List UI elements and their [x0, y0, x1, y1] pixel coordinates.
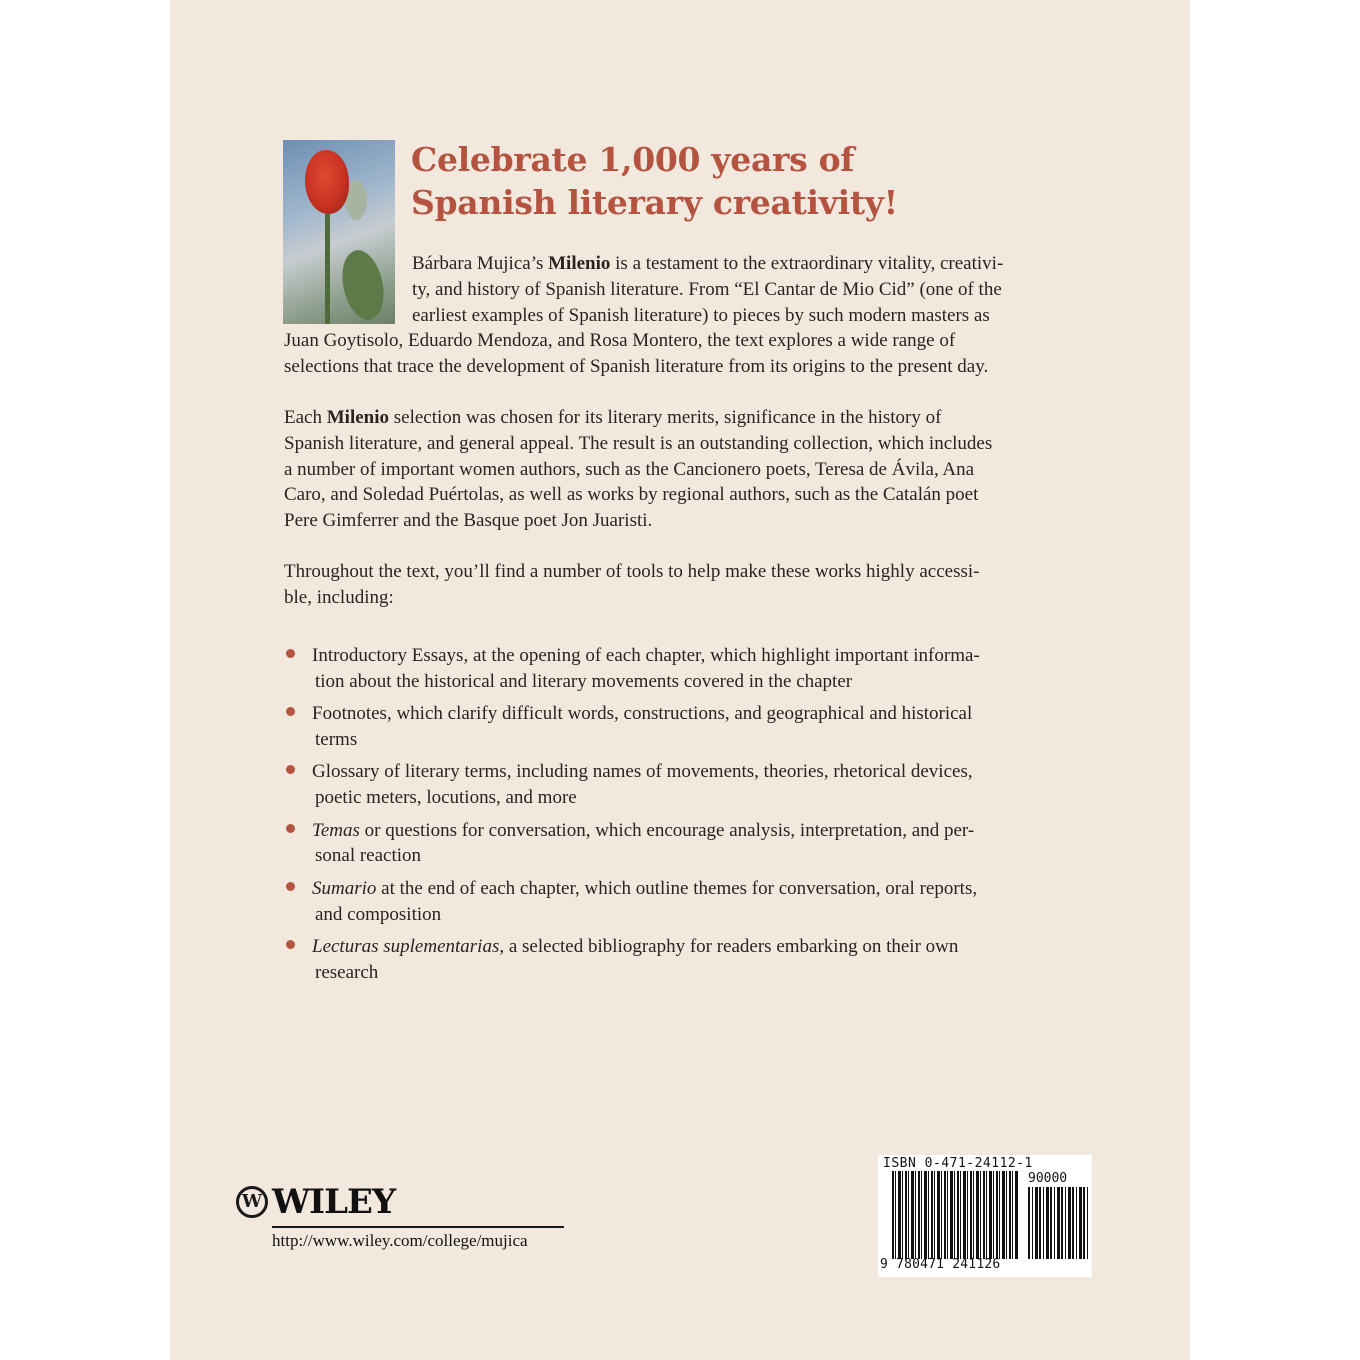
- intro-line-1a: Bárbara Mujica’s: [412, 253, 549, 274]
- logo-divider: [272, 1226, 564, 1228]
- list-item-line-1: [312, 759, 1074, 785]
- list-item-line-1: [312, 876, 1074, 902]
- list-item: [284, 934, 1074, 986]
- list-item-line-2: sonal reaction: [315, 845, 422, 867]
- selection-line-1: [284, 405, 1074, 431]
- intro-line-5: selections that trace the development of Spanish literature from its origins to the present day.: [284, 356, 989, 378]
- wiley-seal-letter: W: [241, 1191, 263, 1212]
- tools-line-2: ble, including:: [284, 586, 394, 608]
- headline: [411, 138, 898, 224]
- list-item-line-1: [312, 934, 1074, 960]
- selection-line-3: a number of important women authors, such as the Cancionero poets, Teresa de Ávila, Ana: [284, 458, 975, 480]
- intro-line-1: [284, 251, 1074, 277]
- list-item: [284, 643, 1074, 695]
- list-item: [284, 701, 1074, 753]
- selection-line-4: Caro, and Soledad Puértolas, as well as works by regional authors, such as the Catalán poet: [284, 484, 979, 506]
- wiley-logo: [236, 1183, 395, 1221]
- bullet-icon: [286, 882, 295, 891]
- selection-line-1c: selection was chosen for its literary merits, significance in the history of: [389, 407, 942, 428]
- list-item: [284, 818, 1074, 870]
- publisher-url: http://www.wiley.com/college/mujica: [272, 1231, 528, 1250]
- selection-paragraph: [284, 405, 1074, 534]
- list-item-text: or questions for conversation, which encourage analysis, interpretation, and per-: [359, 819, 975, 841]
- list-item: [284, 759, 1074, 811]
- selection-line-5: Pere Gimferrer and the Basque poet Jon Juaristi.: [284, 510, 653, 532]
- list-item-line-2: and composition: [315, 903, 442, 925]
- isbn-text: ISBN 0-471-24112-1: [883, 1156, 1033, 1171]
- tools-line-1: Throughout the text, you’ll find a number of tools to help make these works highly accessi-: [284, 561, 980, 582]
- selection-line-1a: Each: [284, 407, 327, 428]
- barcode-bars: [892, 1171, 1018, 1259]
- tools-paragraph: [284, 559, 1074, 611]
- list-item-text: at the end of each chapter, which outline themes for conversation, oral reports,: [376, 877, 978, 899]
- wiley-seal-icon: [236, 1186, 268, 1218]
- rose-flower-shape: [305, 150, 349, 214]
- list-item-line-1: [312, 643, 1074, 669]
- list-item-text: , a selected bibliography for readers embarking on their own: [499, 935, 959, 957]
- list-item-emphasis: Sumario: [312, 877, 377, 899]
- feature-list: [284, 643, 1074, 992]
- bullet-icon: [286, 707, 295, 716]
- list-item-line-2: poetic meters, locutions, and more: [315, 787, 577, 809]
- bullet-icon: [286, 649, 295, 658]
- intro-line-4: Juan Goytisolo, Eduardo Mendoza, and Rosa Montero, the text explores a wide range of: [284, 330, 956, 352]
- intro-paragraph: [284, 251, 1074, 380]
- selection-line-2: Spanish literature, and general appeal. The result is an outstanding collection, which includes: [284, 432, 993, 454]
- list-item-line-1: [312, 701, 1074, 727]
- list-item-text: Introductory Essays, at the opening of each chapter, which highlight important informa-: [312, 645, 980, 666]
- list-item-text: Glossary of literary terms, including names of movements, theories, rhetorical devices,: [312, 761, 973, 783]
- intro-line-1c: is a testament to the extraordinary vitality, creativi-: [610, 253, 1004, 274]
- milenio-title-2: Milenio: [326, 407, 390, 428]
- list-item-line-2: tion about the historical and literary movements covered in the chapter: [315, 670, 853, 692]
- list-item-emphasis: Lecturas suplementarias: [312, 935, 500, 957]
- publisher-name: WILEY: [272, 1182, 396, 1222]
- list-item: [284, 876, 1074, 928]
- list-item-emphasis: Temas: [312, 819, 360, 841]
- bullet-icon: [286, 765, 295, 774]
- list-item-text: Footnotes, which clarify difficult words, constructions, and geographical and historical: [312, 703, 973, 725]
- addon-barcode-bars: [1028, 1187, 1088, 1259]
- price-code: 90000: [1028, 1171, 1068, 1186]
- intro-line-2: ty, and history of Spanish literature. From “El Cantar de Mio Cid” (one of the: [412, 278, 1002, 300]
- headline-line-2: Spanish literary creativity!: [411, 183, 898, 222]
- barcode-digits: 9 780471 241126: [880, 1257, 1001, 1272]
- headline-line-1: Celebrate 1,000 years of: [411, 140, 855, 179]
- list-item-line-2: terms: [315, 728, 358, 750]
- bullet-icon: [286, 824, 295, 833]
- intro-line-3: earliest examples of Spanish literature) to pieces by such modern masters as: [412, 304, 990, 326]
- list-item-line-1: [312, 818, 1074, 844]
- milenio-title: Milenio: [548, 253, 611, 274]
- bullet-icon: [286, 940, 295, 949]
- list-item-line-2: research: [315, 961, 379, 983]
- isbn-barcode: [878, 1155, 1092, 1277]
